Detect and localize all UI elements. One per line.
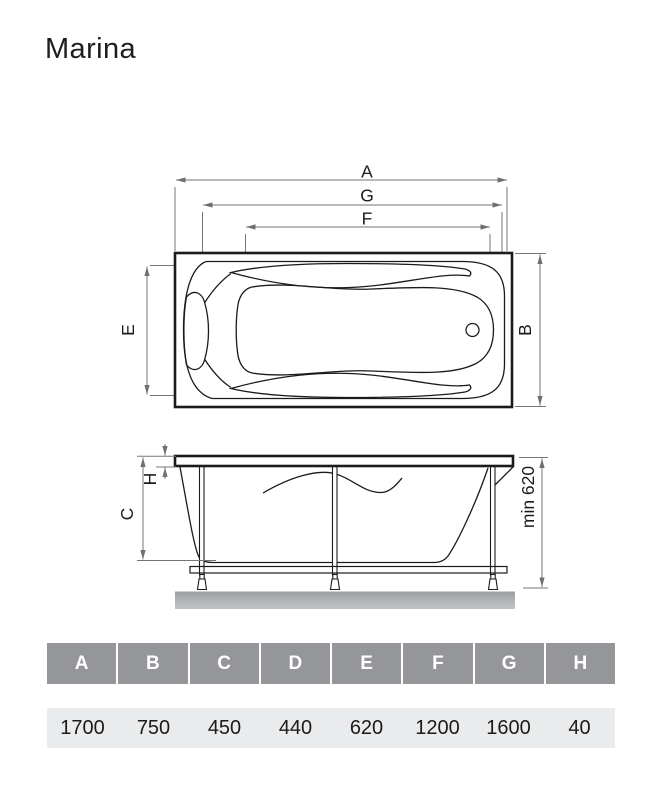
bathtub-side-outline — [180, 467, 513, 563]
foot-stem-left — [200, 575, 204, 580]
table-value-H: 40 — [568, 716, 591, 739]
table-value-C: 450 — [207, 716, 242, 739]
foot-left — [198, 579, 207, 590]
label-E: E — [118, 324, 138, 336]
top-view — [118, 162, 546, 408]
table-header-A: A — [47, 643, 116, 684]
label-C: C — [117, 507, 137, 521]
label-H: H — [140, 472, 160, 486]
label-B: B — [515, 324, 535, 336]
product-title: Marina — [45, 33, 137, 65]
table-header-H: H — [546, 643, 615, 684]
foot-stem-middle — [333, 575, 337, 580]
side-view — [117, 444, 548, 609]
dimension-table-value-row — [47, 708, 615, 748]
table-value-D: 440 — [278, 716, 313, 739]
table-value-B: 750 — [136, 716, 171, 739]
table-header-C: C — [190, 643, 259, 684]
dimension-table-header-row — [47, 643, 615, 684]
label-G: G — [360, 185, 374, 206]
bathtub-top-outline — [175, 253, 512, 407]
label-F: F — [361, 208, 373, 229]
table-header-E: E — [332, 643, 401, 684]
ground — [175, 592, 515, 610]
foot-right — [489, 579, 498, 590]
frame-legs — [200, 466, 496, 575]
table-value-A: 1700 — [60, 716, 105, 739]
table-value-E: 620 — [349, 716, 384, 739]
frame-leg-left — [200, 466, 205, 575]
table-value-G: 1600 — [486, 716, 531, 739]
dimension-table — [47, 643, 615, 748]
table-header-F: F — [403, 643, 472, 684]
tub-rim-side — [175, 456, 513, 466]
frame-bottom-rail — [190, 567, 507, 574]
table-header-D: D — [261, 643, 330, 684]
foot-middle — [331, 579, 340, 590]
label-A: A — [361, 161, 373, 182]
frame-feet — [198, 575, 498, 590]
frame-leg-middle — [333, 466, 338, 575]
table-value-F: 1200 — [415, 716, 460, 739]
frame-leg-right — [491, 466, 496, 575]
table-header-B: B — [118, 643, 187, 684]
foot-stem-right — [491, 575, 495, 580]
label-min-620: min 620 — [518, 465, 538, 529]
table-header-G: G — [475, 643, 544, 684]
bathtub-technical-drawing — [0, 140, 657, 630]
